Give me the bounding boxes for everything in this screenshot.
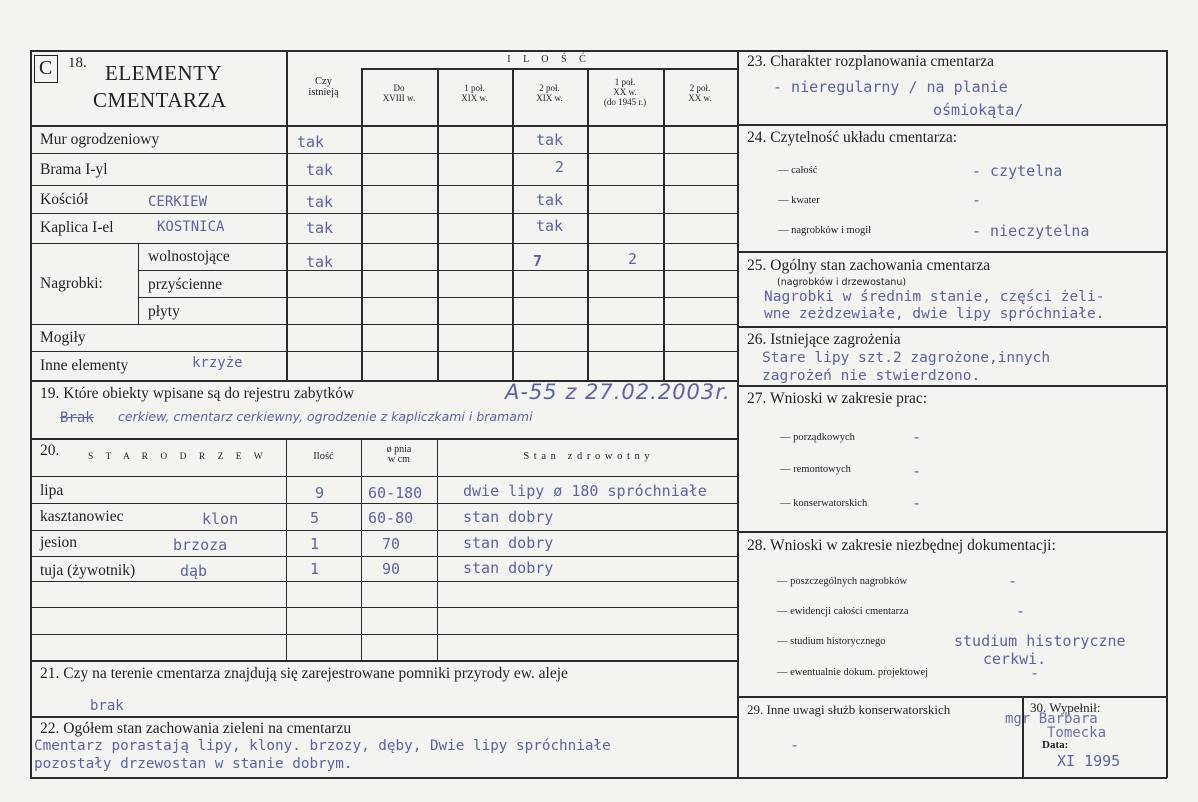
col-period-2: 1 poł. XIX w. bbox=[461, 83, 488, 103]
grid-line bbox=[30, 660, 737, 662]
tree-count: 1 bbox=[310, 535, 320, 553]
registry-note: cerkiew, cmentarz cerkiewny, ogrodzenie z kapliczkami i bramami bbox=[118, 409, 533, 424]
grid-line bbox=[30, 185, 737, 186]
filled-by-name2: Tomecka bbox=[1047, 725, 1107, 741]
section-18-title-line1: ELEMENTY bbox=[105, 61, 223, 85]
grid-line bbox=[138, 270, 737, 271]
grid-line bbox=[361, 438, 362, 660]
tree-label: tuja (żywotnik) bbox=[40, 562, 136, 579]
grid-line bbox=[737, 385, 1167, 387]
section-21-value: brak bbox=[90, 698, 124, 714]
grid-line bbox=[737, 531, 1167, 533]
tree-label: lipa bbox=[40, 482, 64, 499]
col-tree-ilosc: Ilość bbox=[313, 451, 334, 462]
kosciol-extra: CERKIEW bbox=[148, 194, 208, 210]
section-20-title: S T A R O D R Z E W bbox=[88, 452, 268, 462]
tree-state: dwie lipy ø 180 spróchniałe bbox=[463, 482, 707, 500]
grid-line bbox=[30, 530, 737, 531]
nagrobki-plyty: płyty bbox=[148, 303, 180, 320]
row-label-inne: Inne elementy bbox=[40, 357, 129, 374]
grid-line bbox=[30, 607, 737, 608]
nagrobki-p4: 2 bbox=[628, 250, 638, 268]
s24-item-value: - czytelna bbox=[972, 162, 1063, 180]
section-22-line2: pozostały drzewostan w stanie dobrym. bbox=[34, 756, 353, 772]
s24-item-label: — całość bbox=[778, 165, 818, 176]
grid-line bbox=[30, 351, 737, 352]
grid-line bbox=[30, 716, 737, 718]
s28-continuation: cerkwi. bbox=[983, 650, 1047, 668]
grid-line bbox=[30, 324, 737, 325]
col-tree-stan: S t a n z d r o w o t n y bbox=[523, 451, 651, 462]
row-label-nagrobki: Nagrobki: bbox=[40, 275, 103, 292]
frame-right bbox=[1166, 50, 1168, 778]
column-divider bbox=[737, 50, 739, 778]
s24-item-value: - nieczytelna bbox=[972, 222, 1090, 240]
s24-item-value: - bbox=[972, 191, 982, 209]
section-26-line2: zagrożeń nie stwierdzono. bbox=[762, 368, 981, 384]
grid-line bbox=[30, 503, 737, 504]
section-25-line2: wne zeżdzewiałe, dwie lipy spróchniałe. bbox=[764, 306, 1105, 322]
section-19-label: 19. Które obiekty wpisane są do rejestru zabytków bbox=[40, 385, 355, 402]
section-26-line1: Stare lipy szt.2 zagrożone,innych bbox=[762, 350, 1051, 366]
grid-line bbox=[587, 68, 589, 380]
row-label-kaplica: Kaplica I-el bbox=[40, 219, 114, 236]
brama-exists: tak bbox=[306, 161, 334, 179]
s27-item-label: — konserwatorskich bbox=[780, 498, 868, 509]
col-czy-istnieja: Czy istnieją bbox=[308, 76, 339, 98]
section-23-line2: ośmiokąta/ bbox=[933, 101, 1024, 119]
tree-diameter: 60-180 bbox=[368, 484, 423, 502]
grid-line bbox=[138, 243, 139, 324]
grid-line bbox=[286, 438, 287, 660]
section-26-label: 26. Istniejące zagrożenia bbox=[747, 331, 901, 348]
inne-value: krzyże bbox=[192, 355, 243, 371]
date-label: Data: bbox=[1042, 739, 1069, 751]
section-25-label: 25. Ogólny stan zachowania cmentarza bbox=[747, 257, 991, 274]
grid-line bbox=[1022, 696, 1024, 778]
frame-bottom bbox=[30, 777, 1167, 779]
grid-line bbox=[138, 297, 737, 298]
s27-item-value: - bbox=[912, 494, 922, 512]
s27-item-label: — remontowych bbox=[780, 464, 851, 475]
grid-line bbox=[30, 438, 737, 440]
grid-line bbox=[30, 125, 737, 127]
section-letter-box bbox=[34, 55, 58, 83]
kaplica-p3: tak bbox=[536, 217, 564, 235]
tree-count: 5 bbox=[310, 509, 320, 527]
brama-p3: 2 bbox=[555, 158, 565, 176]
mur-p3: tak bbox=[536, 131, 564, 149]
kosciol-exists: tak bbox=[306, 193, 334, 211]
col-ilosc: I L O Ś Ć bbox=[507, 54, 591, 65]
section-23-line1: - nieregularny / na planie bbox=[773, 78, 1008, 96]
section-29-value: - bbox=[790, 736, 800, 754]
grid-line bbox=[437, 438, 438, 660]
col-period-1: Do XVIII w. bbox=[382, 83, 416, 103]
section-21-label: 21. Czy na terenie cmentarza znajdują się zarejestrowane pomniki przyrody ew. aleje bbox=[40, 665, 568, 682]
kosciol-p3: tak bbox=[536, 191, 564, 209]
section-30-label: 30. Wypełnił: bbox=[1030, 700, 1101, 715]
tree-diameter: 70 bbox=[382, 535, 401, 553]
s27-item-label: — porządkowych bbox=[780, 432, 855, 443]
frame-left bbox=[30, 50, 32, 778]
section-29-label bbox=[747, 702, 950, 718]
tree-diameter: 60-80 bbox=[368, 509, 414, 527]
grid-line bbox=[30, 153, 737, 154]
section-letter: C bbox=[39, 57, 53, 79]
row-label-brama: Brama I-yl bbox=[40, 161, 108, 178]
section-29-text: 29. Inne uwagi służb konserwatorskich bbox=[747, 702, 951, 717]
frame-top bbox=[30, 50, 1167, 52]
tree-diameter: 90 bbox=[382, 560, 401, 578]
date-value: XI 1995 bbox=[1057, 752, 1121, 770]
section-18-title-line2: CMENTARZA bbox=[93, 88, 227, 112]
grid-line bbox=[437, 68, 439, 380]
section-28-label: 28. Wnioski w zakresie niezbędnej dokumentacji: bbox=[747, 537, 1056, 554]
grid-line bbox=[30, 634, 737, 635]
s28-item-value: - bbox=[1016, 602, 1026, 620]
grid-line bbox=[737, 696, 1167, 698]
section-20-number: 20. bbox=[40, 442, 60, 459]
tree-count: 1 bbox=[310, 560, 320, 578]
tree-state: stan dobry bbox=[463, 559, 554, 577]
tree-label: jesion bbox=[40, 534, 78, 551]
s24-item-label: — kwater bbox=[778, 195, 820, 206]
tree-count: 9 bbox=[315, 484, 325, 502]
s28-item-value: studium historyczne bbox=[954, 632, 1126, 650]
s28-item-label: — poszczególnych nagrobków bbox=[777, 576, 908, 587]
section-22-line1: Cmentarz porastają lipy, klony. brzozy, dęby, Dwie lipy spróchniałe bbox=[34, 738, 611, 754]
grid-line bbox=[737, 124, 1167, 126]
mur-exists: tak bbox=[297, 133, 325, 151]
section-25-line1: Nagrobki w średnim stanie, części żeli- bbox=[764, 289, 1105, 305]
grid-line bbox=[361, 68, 737, 70]
s28-item-value: - bbox=[1008, 572, 1018, 590]
grid-line bbox=[30, 243, 737, 244]
grid-line bbox=[30, 213, 737, 214]
section-27-label: 27. Wnioski w zakresie prac: bbox=[747, 390, 928, 407]
nagrobki-exists: tak bbox=[306, 253, 334, 271]
section-18-number: 18. bbox=[68, 55, 87, 71]
kaplica-extra: KOSTNICA bbox=[157, 219, 225, 235]
grid-line bbox=[361, 68, 363, 380]
s28-item-value: - bbox=[1030, 664, 1040, 682]
tree-extra: klon bbox=[202, 510, 239, 528]
struck-brak: Brak bbox=[60, 410, 94, 426]
section-23-label: 23. Charakter rozplanowania cmentarza bbox=[747, 53, 995, 70]
section-22-label: 22. Ogółem stan zachowania zieleni na cmentarzu bbox=[40, 720, 352, 737]
s24-item-label: — nagrobków i mogił bbox=[778, 225, 872, 236]
grid-line bbox=[737, 326, 1167, 328]
section-25-sub: (nagrobków i drzewostanu) bbox=[777, 277, 907, 288]
grid-line bbox=[737, 251, 1167, 253]
grid-line bbox=[663, 68, 665, 380]
grid-line bbox=[286, 50, 288, 380]
s27-item-value: - bbox=[912, 428, 922, 446]
tree-label: kasztanowiec bbox=[40, 508, 124, 525]
kaplica-exists: tak bbox=[306, 219, 334, 237]
filled-by-name1: mgr Barbara bbox=[1005, 711, 1098, 727]
grid-line bbox=[30, 476, 737, 477]
tree-extra: brzoza bbox=[173, 536, 228, 554]
section-24-label: 24. Czytelność układu cmentarza: bbox=[747, 129, 958, 146]
nagrobki-przyscienne: przyścienne bbox=[148, 276, 223, 293]
col-period-4: 1 poł. XX w. (do 1945 r.) bbox=[603, 77, 647, 107]
row-label-mur: Mur ogrodzeniowy bbox=[40, 131, 160, 148]
col-period-5: 2 poł. XX w. bbox=[688, 83, 712, 103]
s28-item-label: — studium historycznego bbox=[777, 636, 886, 647]
s27-item-value: - bbox=[912, 462, 922, 480]
col-period-3: 2 poł. XIX w. bbox=[536, 83, 563, 103]
tree-state: stan dobry bbox=[463, 534, 554, 552]
nagrobki-p3: 7 bbox=[533, 252, 543, 270]
col-tree-pnia: ø pnia w cm bbox=[386, 444, 412, 465]
nagrobki-wolnostojace: wolnostojące bbox=[148, 248, 230, 265]
row-label-mogily: Mogiły bbox=[40, 329, 86, 346]
tree-extra: dąb bbox=[180, 562, 208, 580]
s28-item-label: — ewentualnie dokum. projektowej bbox=[777, 667, 929, 678]
row-label-kosciol: Kościół bbox=[40, 191, 89, 208]
registry-number: A-55 z 27.02.2003r. bbox=[505, 380, 731, 404]
tree-state: stan dobry bbox=[463, 508, 554, 526]
grid-line bbox=[30, 556, 737, 557]
grid-line bbox=[30, 581, 737, 582]
s28-item-label: — ewidencji całości cmentarza bbox=[777, 606, 909, 617]
grid-line bbox=[512, 68, 514, 380]
